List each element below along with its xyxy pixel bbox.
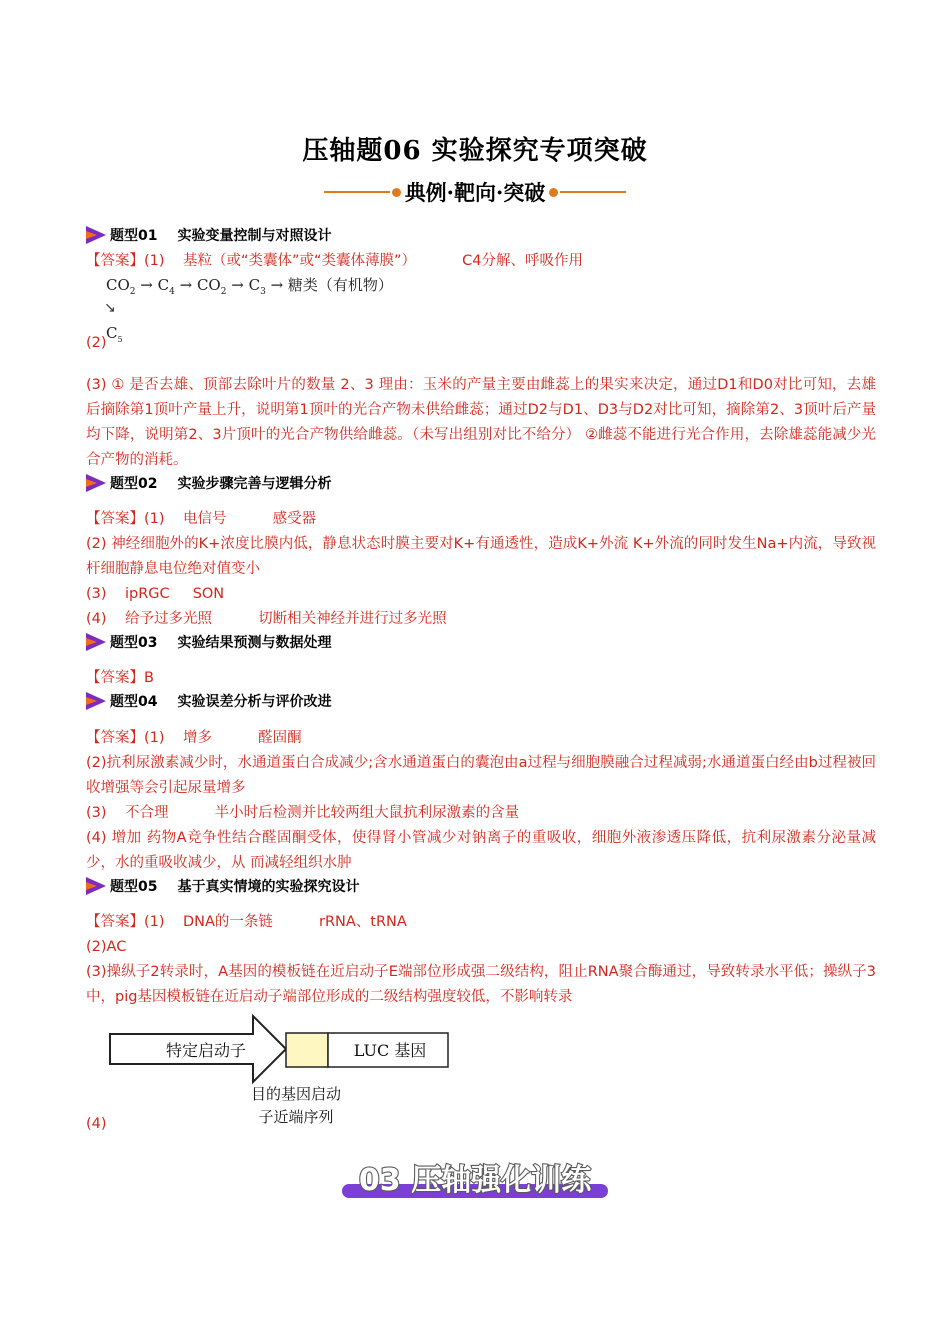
answer-line: (4) — [86, 1116, 107, 1132]
subtitle-left-line — [324, 191, 390, 193]
subtitle-bar — [0, 174, 950, 210]
section-title: 实验误差分析与评价改进 — [177, 694, 332, 710]
luc-gene-label: LUC 基因 — [353, 1041, 427, 1060]
answer-line: 【答案】(1) DNA的一条链 rRNA、tRNA — [86, 914, 407, 930]
section-heading-3 — [86, 631, 331, 653]
section-heading-1 — [86, 224, 331, 246]
section-number: 题型05 — [110, 879, 158, 895]
flag-icon — [86, 633, 106, 651]
answer-line: 【答案】(1) 基粒（或“类囊体”或“类囊体薄膜”） C4分解、呼吸作用 — [86, 253, 583, 269]
diagram-caption: 目的基因启动 — [250, 1085, 342, 1103]
section-number: 题型02 — [110, 476, 158, 492]
subtitle: 典例·靶向·突破 — [404, 180, 546, 205]
flag-icon — [86, 474, 106, 492]
subtitle-right-line — [560, 191, 626, 193]
answer-line: (2)AC — [86, 939, 127, 955]
section-title: 实验结果预测与数据处理 — [177, 635, 332, 651]
section-heading-5 — [86, 875, 359, 897]
target-promoter-segment — [286, 1033, 328, 1067]
section-number: 题型01 — [110, 228, 158, 244]
diagonal-arrow-icon: ↘ — [104, 300, 116, 316]
section-heading-2 — [86, 472, 331, 494]
answer-line: (2) — [86, 335, 107, 351]
page-title: 压轴题06 实验探究专项突破 — [302, 136, 648, 166]
section-number: 题型03 — [110, 635, 158, 651]
section-title: 实验变量控制与对照设计 — [177, 228, 332, 244]
answer-line: (3) 不合理 半小时后检测并比较两组大鼠抗利尿激素的含量 — [86, 805, 520, 821]
section-number: 题型04 — [110, 694, 158, 710]
section-title: 基于真实情境的实验探究设计 — [177, 879, 360, 895]
answer-line: (4) 给予过多光照 切断相关神经并进行过多光照 — [86, 611, 447, 627]
answer-paragraph: (3) ① 是否去雄、顶部去除叶片的数量 2、3 理由：玉米的产量主要由雌蕊上的果实来决定，通过D1和D0对比可知，去雄后摘除第1顶叶产量上升，说明第1顶叶的光合产物未供给雌蕊；通过D2与D1、D3与D2对比可知，摘除第2、3顶叶后产量均下降，说明第2、3片顶叶的光合产物供给雌蕊。（未写出组别对比不给分） ②雌蕊不能进行光合作用，去除雄蕊能减少光合产物的消耗。 — [86, 377, 876, 468]
section-heading-4 — [86, 690, 331, 712]
c5-label: $C_5$ — [106, 324, 123, 344]
subtitle-left-dot — [392, 188, 401, 197]
subtitle-right-dot — [549, 188, 558, 197]
flag-icon — [86, 692, 106, 710]
answer-paragraph: (3)操纵子2转录时，A基因的模板链在近启动子E端部位形成强二级结构，阻止RNA聚合酶通过，导致转录水平低；操纵子3中，pig基因模板链在近启动子端部位形成的二级结构强度较低，不影响转录 — [86, 964, 876, 1005]
answer-paragraph: (2)抗利尿激素减少时，水通道蛋白合成减少;含水通道蛋白的囊泡由a过程与细胞膜融合过程减弱;水通道蛋白经由b过程被回收增强等会引起尿量增多 — [86, 755, 876, 796]
promoter-label: 特定启动子 — [165, 1041, 247, 1060]
answer-line: (3) ipRGC SON — [86, 586, 225, 602]
answer-paragraph: (2) 神经细胞外的K+浓度比膜内低，静息状态时膜主要对K+有通透性，造成K+外流 K+外流的同时发生Na+内流，导致视杆细胞静息电位绝对值变小 — [86, 536, 876, 577]
diagram-caption: 子近端序列 — [258, 1108, 334, 1126]
training-banner — [338, 1154, 612, 1206]
flag-icon — [86, 226, 106, 244]
answer-line: 【答案】(1) 增多 醛固酮 — [86, 730, 302, 746]
answer-line: 【答案】(1) 电信号 感受器 — [86, 511, 317, 527]
answer-paragraph: (4) 增加 药物A竞争性结合醛固酮受体，使得肾小管减少对钠离子的重吸收，细胞外液渗透压降低，抗利尿激素分泌量减少，水的重吸收减少，从 而减轻组织水肿 — [86, 830, 876, 871]
carbon-path-formula: $CO_2 \to C_4 \to CO_2 \to C_3$ → 糖类（有机物） — [106, 276, 393, 297]
answer-line: 【答案】B — [86, 670, 154, 686]
flag-icon — [86, 877, 106, 895]
section-title: 实验步骤完善与逻辑分析 — [177, 476, 332, 492]
banner-text: 03 压轴强化训练 — [358, 1163, 592, 1198]
